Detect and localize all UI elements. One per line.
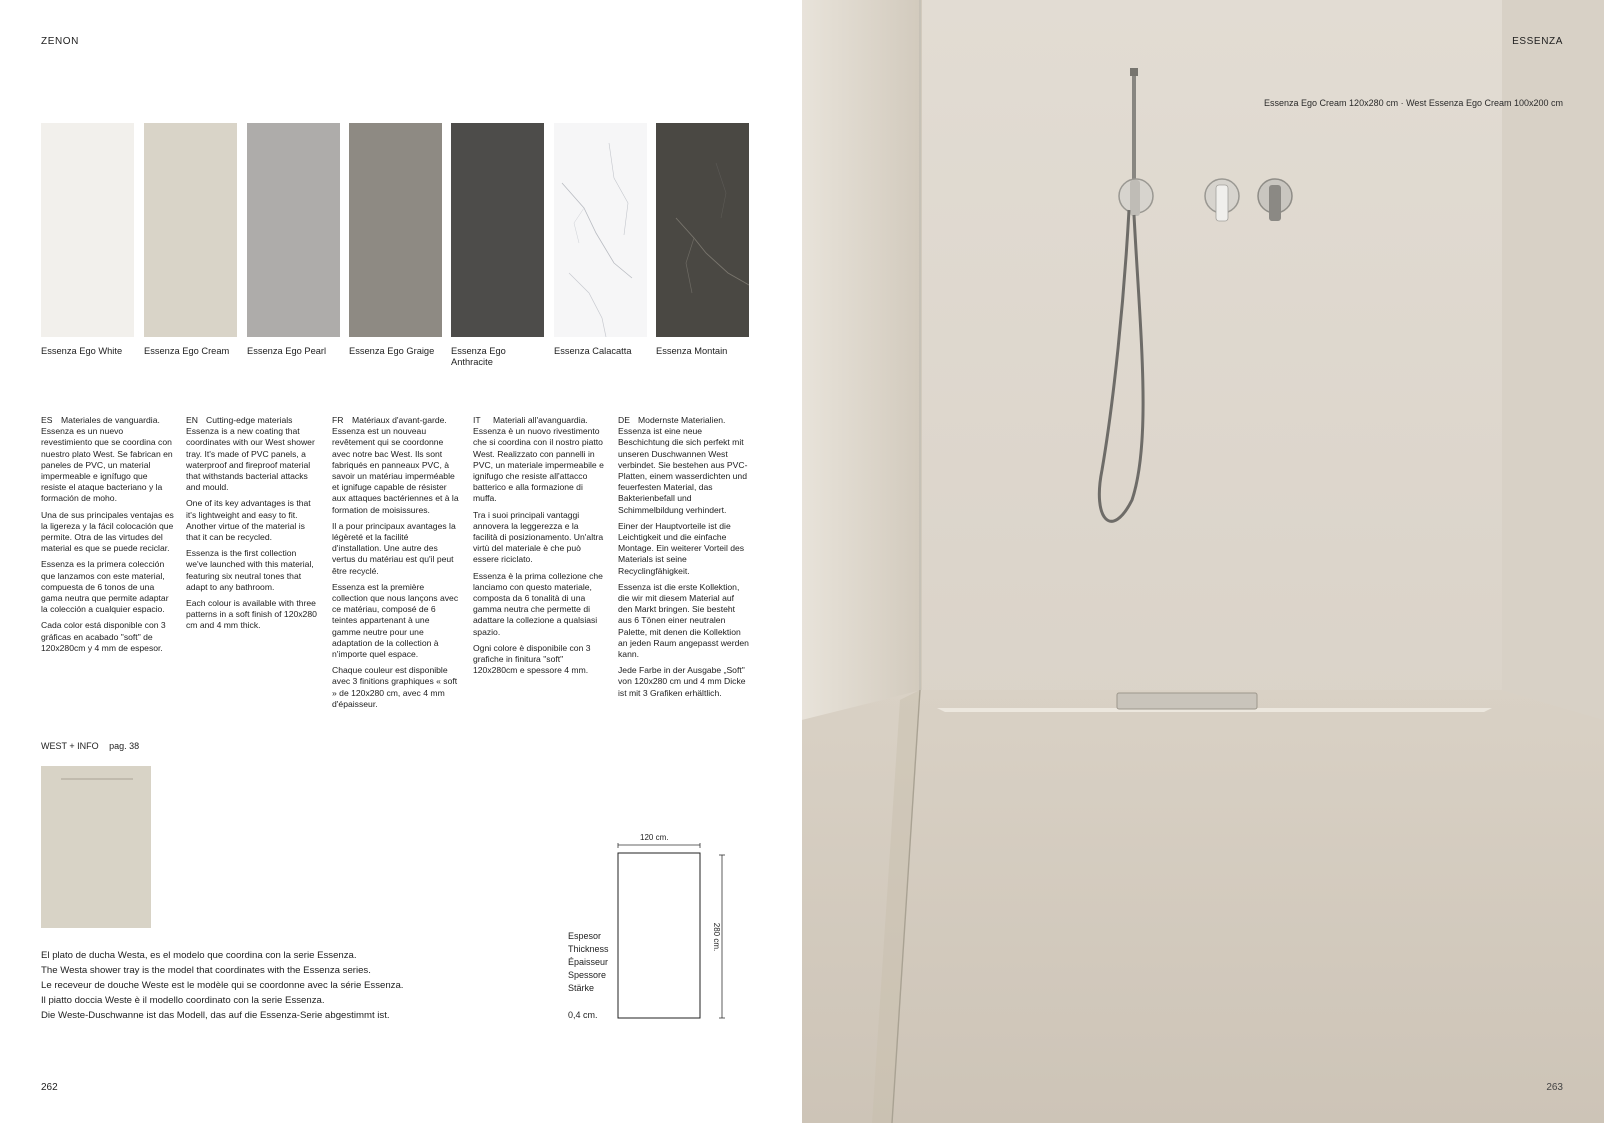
swatch-ego-white — [41, 123, 134, 337]
page-number-right: 263 — [1546, 1082, 1563, 1093]
swatch-label: Essenza Ego Anthracite — [451, 346, 506, 367]
paragraph: Einer der Hauptvorteile ist die Leichtigkeit und die einfache Montage. Ein weiterer Vorteil des Materials ist seine Recyclingfähigkeit. — [618, 520, 745, 576]
swatch-label: Essenza Ego Pearl — [247, 346, 327, 356]
brand-header: ZENON — [41, 36, 79, 47]
paragraph: Cutting-edge materials Essenza is a new coating that coordinates with our West shower tray. It's made of PVC panels, a waterproof and fireproof material that withstands bacterial attacks and mould. — [186, 415, 315, 493]
paragraph: Materiales de vanguardia. Essenza es un nuevo revestimiento que se coordina con nuestro plato West. Se fabrican en paneles de PVC, un material impermeable e ignífugo que resiste el ataque bacteriano y la formación de moho. — [41, 415, 173, 504]
swatch-label: Essenza Ego White — [41, 346, 123, 356]
description-line: Il piatto doccia Weste è il modello coordinato con la serie Essenza. — [41, 995, 325, 1006]
tray-description — [41, 948, 403, 1023]
text-column-es — [41, 415, 174, 659]
lang-code: DE — [618, 415, 630, 425]
thickness-label: Spessore — [568, 970, 607, 980]
west-tray-thumbnail — [41, 766, 151, 928]
swatch-label: Essenza Ego Cream — [144, 346, 230, 356]
height-label: 280 cm. — [712, 922, 721, 952]
calacatta-veins — [554, 123, 647, 337]
photo-caption: Essenza Ego Cream 120x280 cm · West Essenza Ego Cream 100x200 cm — [1264, 98, 1563, 108]
paragraph: Essenza es la primera colección que lanzamos con este material, compuesta de 6 tonos de una gama neutra que permite adaptar la colección a cualquier espacio. — [41, 559, 169, 615]
description-line: Die Weste-Duschwanne ist das Modell, das auf die Essenza-Serie abgestimmt ist. — [41, 1010, 390, 1021]
swatch-ego-graige — [349, 123, 442, 337]
swatch-calacatta — [554, 123, 647, 337]
paragraph: Cada color está disponible con 3 gráficas en acabado "soft" de 120x280cm y 4 mm de espesor. — [41, 620, 166, 653]
swatch-ego-pearl — [247, 123, 340, 337]
paragraph: One of its key advantages is that it's lightweight and easy to fit. Another virtue of the material is that it can be recycled. — [186, 498, 311, 543]
thickness-labels — [568, 930, 609, 995]
paragraph: Una de sus principales ventajas es la ligereza y la fácil colocación que permite. Otra de las virtudes del material es que se puede reciclar. — [41, 509, 174, 554]
swatch-label: Essenza Ego Graige — [349, 346, 435, 356]
swatch-ego-cream — [144, 123, 237, 337]
paragraph: Essenza est la première collection que nous lançons avec ce matériau, composé de 6 teintes appartenant à une gamme neutre pour une adaptation de la collection à n'importe quel espace. — [332, 581, 459, 660]
thickness-value: 0,4 cm. — [568, 1010, 598, 1020]
swatch-label: Essenza Calacatta — [554, 346, 632, 356]
description-line: El plato de ducha Westa, es el modelo que coordina con la serie Essenza. — [41, 950, 357, 961]
paragraph: Essenza is the first collection we've launched with this material, featuring six neutral tones that adapt to any bathroom. — [186, 548, 314, 592]
lang-code: IT — [473, 415, 481, 425]
swatch-montain — [656, 123, 749, 337]
lang-code: EN — [186, 415, 198, 425]
tray-drain-line — [41, 766, 151, 928]
text-column-it — [473, 415, 604, 681]
paragraph: Tra i suoi principali vantaggi annovera la leggerezza e la facilità di posizionamento. Un'altra virtù del materiale è che può essere riciclato. — [473, 509, 604, 565]
montain-veins — [656, 123, 749, 337]
shower-scene — [802, 0, 1604, 1123]
lang-code: FR — [332, 415, 344, 425]
paragraph: Modernste Materialien. Essenza ist eine neue Beschichtung die sich perfekt mit unseren Duschwannen West verbindet. Sie bestehen aus PVC-Platten, einem wasserdichten und feuerfesten Material, das Bakterienbefall und Schimmelbildung verhindert. — [618, 415, 748, 515]
lang-code: ES — [41, 415, 53, 425]
description-line: Le receveur de douche Weste est le modèle qui se coordonne avec la série Essenza. — [41, 980, 404, 991]
paragraph: Il a pour principaux avantages la légèreté et la facilité d'installation. Une autre des vertus du matériau est qu'il peut être recyclé. — [332, 520, 456, 576]
thickness-label: Thickness — [568, 944, 609, 954]
collection-header: ESSENZA — [1512, 36, 1563, 47]
paragraph: Essenza ist die erste Kollektion, die wir mit diesem Material auf den Markt bringen. Sie besteht aus 6 Tönen einer neutralen Palette, mit denen die Kollektion an jeden Raum angepasst werden kann. — [618, 581, 749, 660]
width-label: 120 cm. — [640, 833, 669, 842]
swatch-label: Essenza Montain — [656, 346, 728, 356]
swatch-ego-anthracite — [451, 123, 544, 337]
related-page-ref: pag. 38 — [109, 741, 140, 751]
description-line: The Westa shower tray is the model that coordinates with the Essenza series. — [41, 965, 371, 976]
thickness-label: Épaisseur — [568, 957, 609, 967]
paragraph: Matériaux d'avant-garde. Essenza est un nouveau revêtement qui se coordonne avec notre bac West. Ils sont fabriqués en panneaux PVC, à savoir un matériau imperméable et ignifuge capable de résister aux attaques bactériennes et à la formation de moisissures. — [332, 415, 459, 515]
paragraph: Essenza è la prima collezione che lanciamo con questo materiale, composta da 6 tonalità di una gamma neutra che permette di adattare la collezione a qualsiasi spazio. — [473, 570, 603, 637]
paragraph: Jede Farbe in der Ausgabe „Soft" von 120x280 cm und 4 mm Dicke ist mit 3 Grafiken erhältlich. — [618, 665, 746, 698]
paragraph: Each colour is available with three patterns in a soft finish of 120x280 cm and 4 mm thick. — [186, 598, 317, 631]
shower-photo — [802, 0, 1604, 1123]
thickness-label: Stärke — [568, 983, 595, 993]
paragraph: Chaque couleur est disponible avec 3 finitions graphiques « soft » de 120x280 cm, avec 4 mm d'épaisseur. — [332, 665, 458, 709]
text-column-de — [618, 415, 750, 704]
text-column-en — [186, 415, 319, 637]
thickness-label: Espesor — [568, 931, 602, 941]
paragraph: Ogni colore è disponibile con 3 grafiche in finitura "soft" 120x280cm e spessore 4 mm. — [473, 642, 591, 676]
page-number-left: 262 — [41, 1082, 58, 1093]
related-label: WEST + INFO — [41, 741, 99, 751]
text-column-fr — [332, 415, 460, 715]
related-reference[interactable] — [41, 741, 139, 751]
paragraph: Materiali all'avanguardia. Essenza è un nuovo rivestimento che si coordina con il nostro piatto West. Realizzato con pannelli in PVC, un materiale impermeabile e ignifugo che resiste all'attacco batterico e alla formazione di muffa. — [473, 415, 604, 504]
